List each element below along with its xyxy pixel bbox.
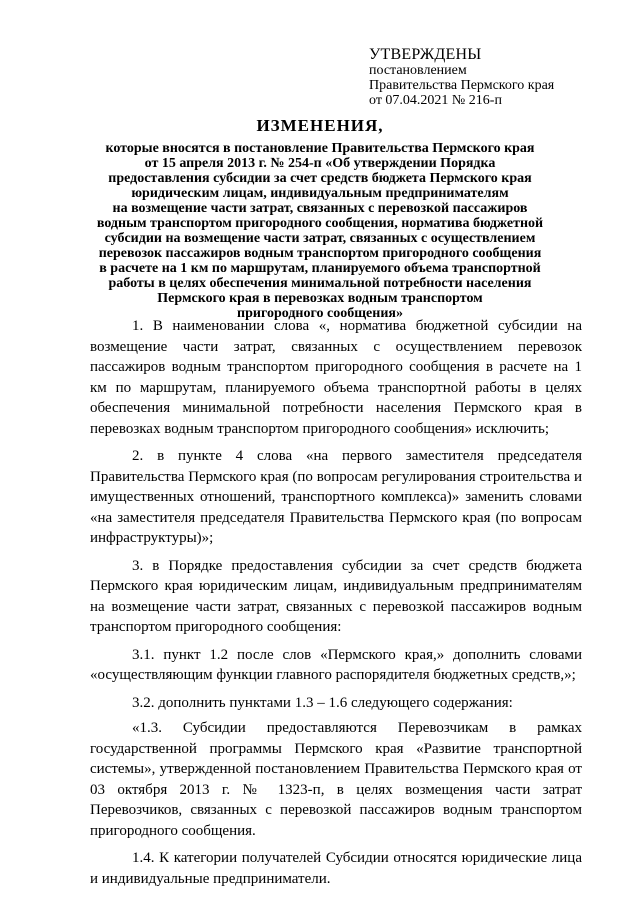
approval-date-number: от 07.04.2021 № 216-п — [369, 93, 502, 108]
subtitle-line: перевозок пассажиров водным транспортом пригородного сообщения — [98, 246, 542, 261]
subtitle-line: водным транспортом пригородного сообщения, норматива бюджетной — [96, 216, 544, 231]
paragraph-3-2: 3.2. дополнить пунктами 1.3 – 1.6 следующего содержания: — [132, 694, 513, 711]
paragraph-1: 1. В наименовании слова «, норматива бюджетной субсидии на возмещение части затрат, связанных с осуществлением перевозок пассажиров водным транспортом пригородного сообщения в расчете на 1 км по маршрутам, планируемого объема транспортной работы в целях обеспечения минимальной потребности населения Пермского края в перевозках водным транспортом пригородного сообщения» исключить; — [90, 318, 582, 437]
subtitle-line: юридическим лицам, индивидуальным предпринимателям — [131, 186, 509, 201]
document-subtitle — [80, 141, 560, 321]
approval-line: постановлением — [369, 63, 467, 78]
paragraph-3: 3. в Порядке предоставления субсидии за счет средств бюджета Пермского края юридическим лицам, индивидуальным предпринимателям на возмещение части затрат, связанных с перевозкой пассажиров водным транспортом пригородного сообщения: — [90, 557, 582, 635]
subtitle-line: пригородного сообщения» — [237, 306, 403, 321]
subtitle-line: Пермского края в перевозках водным транспортом — [157, 291, 483, 306]
subtitle-line: предоставления субсидии за счет средств бюджета Пермского края — [108, 171, 532, 186]
paragraph-2: 2. в пункте 4 слова «на первого заместителя председателя Правительства Пермского края (по вопросам регулирования строительства и имущественных отношений, транспортного комплекса)» заменить словами «на заместителя председателя Правительства Пермского края (по вопросам инфраструктуры)»; — [90, 448, 582, 546]
approval-stamp — [369, 46, 619, 108]
subtitle-line: субсидии на возмещение части затрат, связанных с осуществлением — [104, 231, 536, 246]
approval-title: УТВЕРЖДЕНЫ — [369, 46, 482, 63]
paragraph-1-3: «1.3. Субсидии предоставляются Перевозчикам в рамках государственной программы Пермского края «Развитие транспортной системы», утвержденной постановлением Правительства Пермского края от 03 октября 2013 г. № 1323-п, в целях возмещения части затрат Перевозчиков, связанных с перевозкой пассажиров водным транспортом пригородного сообщения. — [90, 720, 582, 839]
paragraph-3-1: 3.1. пункт 1.2 после слов «Пермского края,» дополнить словами «осуществляющим функции главного распорядителя бюджетных средств,»; — [90, 646, 582, 683]
subtitle-line: в расчете на 1 км по маршрутам, планируемого объема транспортной — [99, 261, 541, 276]
document-body — [90, 316, 582, 896]
paragraph-1-4: 1.4. К категории получателей Субсидии относятся юридические лица и индивидуальные предприниматели. — [90, 850, 582, 887]
subtitle-line: которые вносятся в постановление Правительства Пермского края — [105, 141, 535, 156]
subtitle-line: работы в целях обеспечения минимальной потребности населения — [108, 276, 532, 291]
subtitle-line: от 15 апреля 2013 г. № 254-п «Об утверждении Порядка — [144, 156, 496, 171]
subtitle-line: на возмещение части затрат, связанных с перевозкой пассажиров — [112, 201, 528, 216]
document-title: ИЗМЕНЕНИЯ, — [256, 116, 384, 135]
approval-line: Правительства Пермского края — [369, 78, 555, 93]
